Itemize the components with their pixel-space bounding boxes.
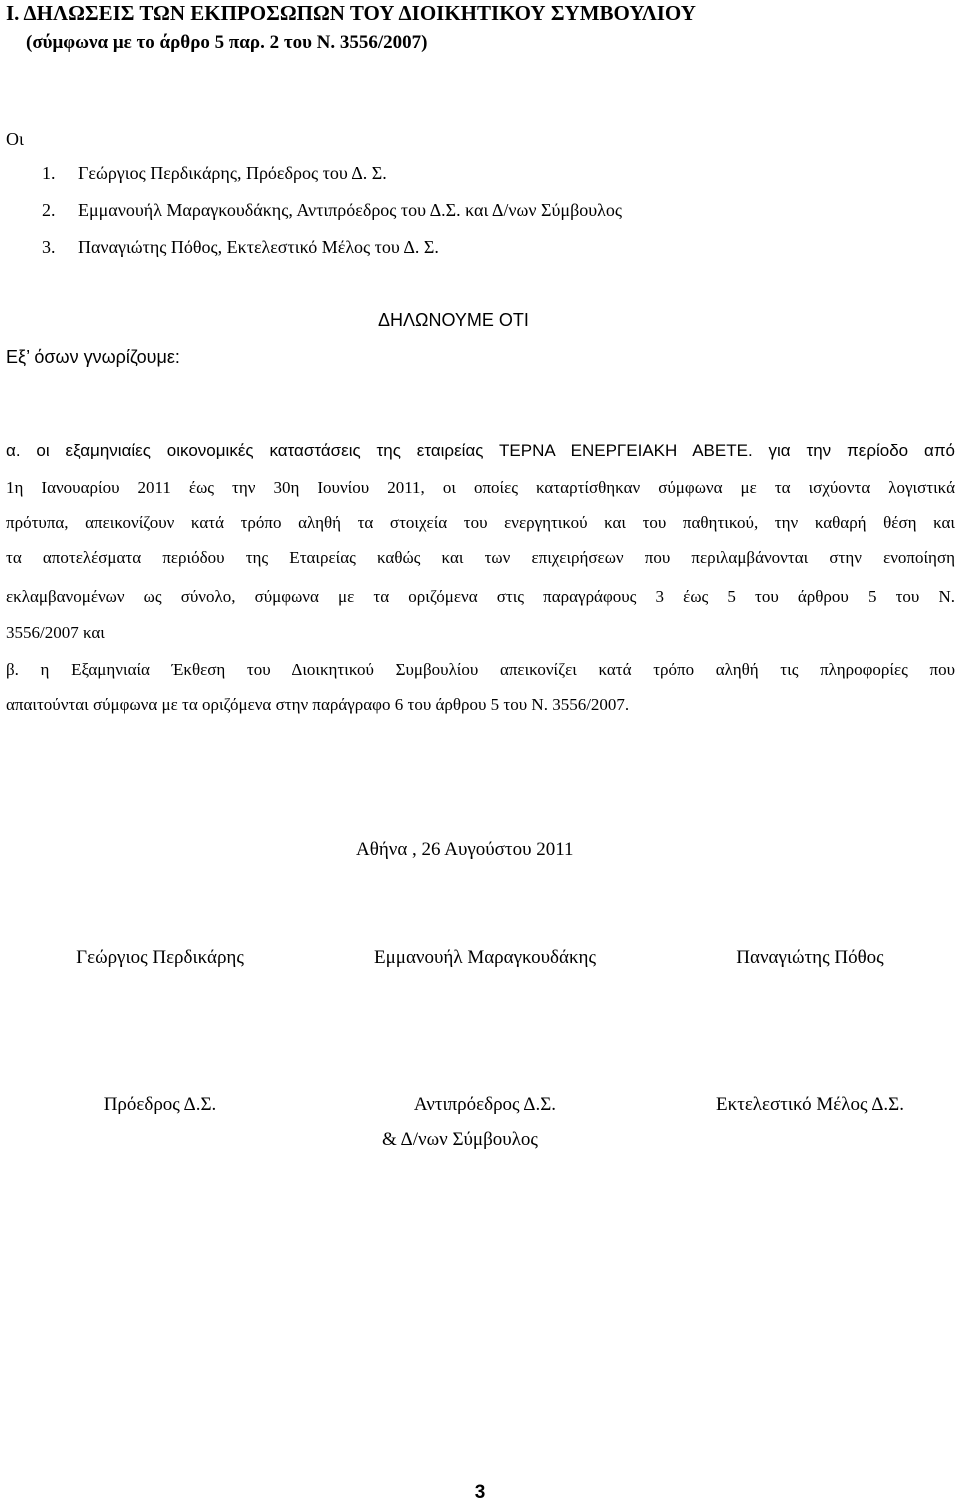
paragraph-line: β. η Εξαμηνιαία Έκθεση του Διοικητικού Συμβουλίου απεικονίζει κατά τρόπο αληθή τις πληροφορίες που [6,660,955,679]
signatory-name: Γεώργιος Περδικάρης [76,947,244,968]
signatory-role: Εκτελεστικό Μέλος Δ.Σ. [716,1094,904,1115]
paragraph-line: τα αποτελέσματα περιόδου της Εταιρείας καθώς και των επιχειρήσεων που περιλαμβάνονται στην ενοποίηση [6,548,955,567]
paragraph-line: πρότυπα, απεικονίζουν κατά τρόπο αληθή τα στοιχεία του ενεργητικού και του παθητικού, την καθαρή θέση και [6,513,955,532]
signatory-name: Παναγιώτης Πόθος [736,947,884,968]
member-number: 3. [42,237,56,257]
signatory-role: Αντιπρόεδρος Δ.Σ. [413,1094,557,1115]
signatory-role-secondary: & Δ/νων Σύμβουλος [382,1129,538,1150]
member-item: Εμμανουήλ Μαραγκουδάκης, Αντιπρόεδρος του Δ.Σ. και Δ/νων Σύμβουλος [78,200,622,220]
signatory-name: Εμμανουήλ Μαραγκουδάκης [373,947,597,968]
member-number: 2. [42,200,56,220]
paragraph-line: 3556/2007 και [6,623,105,642]
member-item: Παναγιώτης Πόθος, Εκτελεστικό Μέλος του Δ. Σ. [78,237,439,257]
page-number: 3 [474,1482,486,1503]
declaration-heading: ΔΗΛΩΝΟΥΜΕ ΟΤΙ [378,310,529,330]
paragraph-line: α. οι εξαμηνιαίες οικονομικές καταστάσεις της εταιρείας ΤΕΡΝΑ ΕΝΕΡΓΕΙΑΚΗ ΑΒΕΤΕ. για την περίοδο από [6,441,955,460]
intro-text: Οι [6,129,24,149]
member-number: 1. [42,163,56,183]
as-far-as-we-know: Εξ’ όσων γνωρίζουμε: [6,347,180,367]
paragraph-line: 1η Ιανουαρίου 2011 έως την 30η Ιουνίου 2011, οι οποίες καταρτίσθηκαν σύμφωνα με τα ισχύοντα λογιστικά [6,478,955,497]
document-title: Ι. ΔΗΛΩΣΕΙΣ ΤΩΝ ΕΚΠΡΟΣΩΠΩΝ ΤΟΥ ΔΙΟΙΚΗΤΙΚΟΥ ΣΥΜΒΟΥΛΙΟΥ [6,1,696,25]
place-and-date: Αθήνα , 26 Αυγούστου 2011 [356,839,574,860]
paragraph-line: απαιτούνται σύμφωνα με τα οριζόμενα στην παράγραφο 6 του άρθρου 5 του Ν. 3556/2007. [6,695,630,714]
signatory-role: Πρόεδρος Δ.Σ. [103,1094,217,1115]
paragraph-line: εκλαμβανομένων ως σύνολο, σύμφωνα με τα οριζόμενα στις παραγράφους 3 έως 5 του άρθρου 5 του Ν. [6,587,955,606]
member-item: Γεώργιος Περδικάρης, Πρόεδρος του Δ. Σ. [78,163,387,183]
document-subtitle: (σύμφωνα με το άρθρο 5 παρ. 2 του Ν. 3556/2007) [26,32,428,53]
